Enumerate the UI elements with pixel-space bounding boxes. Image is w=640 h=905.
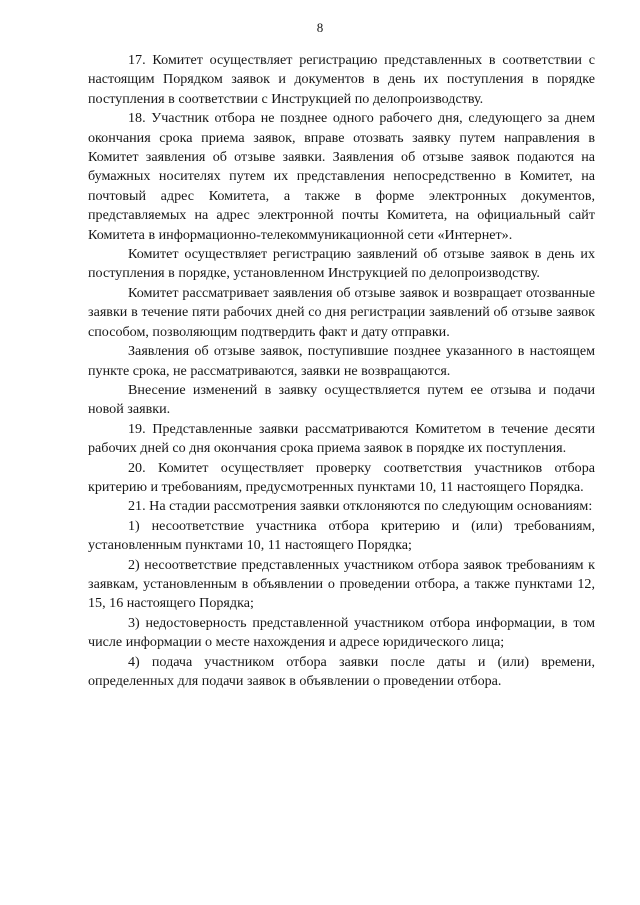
list-item-3: 3) недостоверность представленной участником отбора информации, в том числе информации о месте нахождения и адресе юридического лица; xyxy=(88,614,595,651)
paragraph-registration-of-withdrawal: Комитет осуществляет регистрацию заявлений об отзыве заявок в день их поступления в порядке, установленном Инструкцией по делопроизводству. xyxy=(88,246,595,282)
paragraph-amendments: Внесение изменений в заявку осуществляется путем ее отзыва и подачи новой заявки. xyxy=(88,381,595,418)
paragraph-19: 19. Представленные заявки рассматриваются Комитетом в течение десяти рабочих дней со дня окончания срока приема заявок в порядке их поступления. xyxy=(88,420,595,457)
paragraph-20: 20. Комитет осуществляет проверку соответствия участников отбора критерию и требованиям, предусмотренных пунктами 10, 11 настоящего Порядка. xyxy=(88,459,595,495)
page-number: 8 xyxy=(316,20,324,35)
document-body xyxy=(88,51,595,691)
paragraph-21: 21. На стадии рассмотрения заявки отклоняются по следующим основаниям: xyxy=(128,498,593,515)
paragraph-late-withdrawal: Заявления об отзыве заявок, поступившие позднее указанного в настоящем пункте срока, не рассматриваются, заявки не возвращаются. xyxy=(88,343,595,379)
paragraph-18: 18. Участник отбора не позднее одного рабочего дня, следующего за днем окончания срока приема заявок, вправе отозвать заявку путем направления в Комитет заявления об отзыве заявки. Заявления об отзыве заявок подаются на бумажных носителях путем их представления непосредственно в Комитет, на почтовый адрес Комитета, а также в форме электронных документов, представляемых на адрес электронной почты Комитета, на официальный сайт Комитета в информационно-телекоммуникационной сети «Интернет». xyxy=(88,110,595,243)
list-item-4: 4) подача участником отбора заявки после даты и (или) времени, определенных для подачи заявок в объявлении о проведении отбора. xyxy=(88,653,595,689)
list-item-2: 2) несоответствие представленных участником отбора заявок требованиям к заявкам, установленным в объявлении о проведении отбора, а также пунктами 12, 15, 16 настоящего Порядка; xyxy=(88,556,595,612)
paragraph-17: 17. Комитет осуществляет регистрацию представленных в соответствии с настоящим Порядком заявок и документов в день их поступления в порядке поступления в соответствии с Инструкцией по делопроизводству. xyxy=(88,52,595,107)
paragraph-return-of-withdrawn: Комитет рассматривает заявления об отзыве заявок и возвращает отозванные заявки в течение пяти рабочих дней со дня регистрации заявлений об отзыве заявок способом, позволяющим подтвердить факт и дату отправки. xyxy=(88,284,595,340)
list-item-1: 1) несоответствие участника отбора критерию и (или) требованиям, установленным пунктами 10, 11 настоящего Порядка; xyxy=(88,517,595,554)
